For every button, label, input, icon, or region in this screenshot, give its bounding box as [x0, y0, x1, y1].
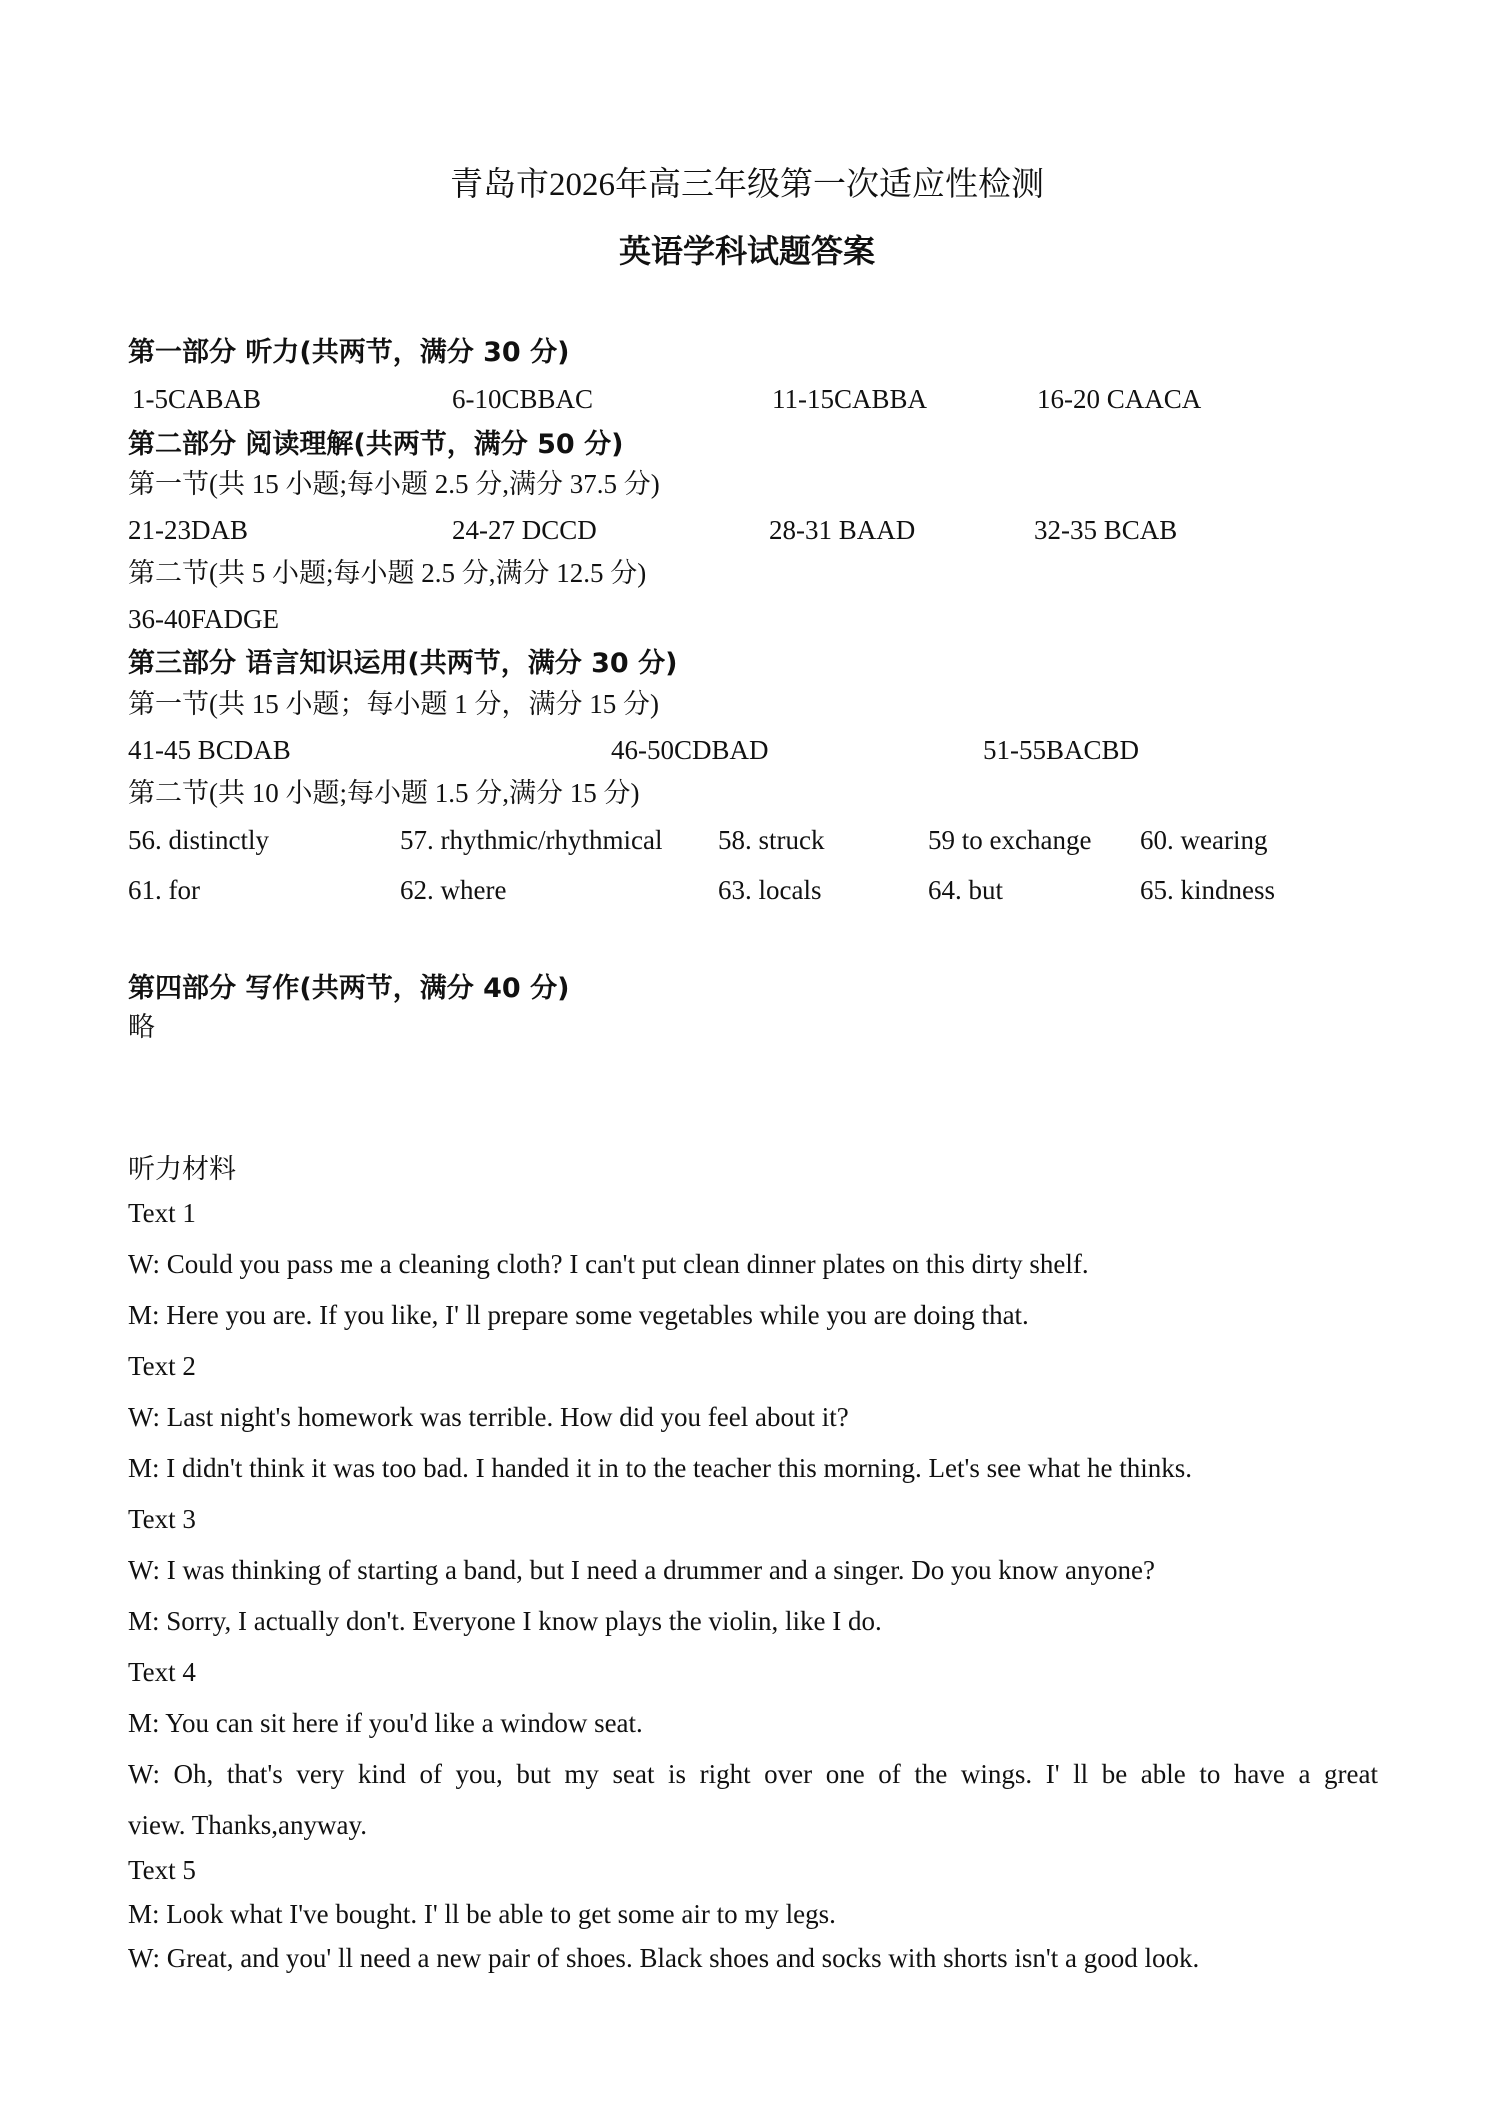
listening-line: M: Sorry, I actually don't. Everyone I know plays the violin, like I do.	[128, 1606, 882, 1636]
part4-heading: 第四部分 写作(共两节，满分 40 分)	[128, 973, 570, 1004]
part1-answer-3: 11-15CABBA	[772, 384, 928, 414]
fill-answer-63: 63. locals	[718, 875, 822, 905]
part1-answer-2: 6-10CBBAC	[452, 384, 594, 414]
part2-section2-label: 第二节(共 5 小题;每小题 2.5 分,满分 12.5 分)	[128, 558, 647, 588]
listening-line: M: I didn't think it was too bad. I handed it in to the teacher this morning. Let's see what he thinks.	[128, 1453, 1193, 1483]
listening-line: M: Look what I've bought. I' ll be able to get some air to my legs.	[128, 1899, 836, 1929]
document-title: 青岛市2026年高三年级第一次适应性检测	[450, 167, 1044, 203]
part3-section1-label: 第一节(共 15 小题；每小题 1 分，满分 15 分)	[128, 689, 659, 719]
part2-answer-5: 36-40FADGE	[128, 604, 279, 634]
fill-answer-61: 61. for	[128, 875, 200, 905]
part2-answer-3: 28-31 BAAD	[769, 515, 916, 545]
listening-line: Text 1	[128, 1198, 196, 1228]
listening-line: Text 3	[128, 1504, 196, 1534]
part2-answer-1: 21-23DAB	[128, 515, 248, 545]
part2-answer-4: 32-35 BCAB	[1034, 515, 1178, 545]
listening-line: Text 2	[128, 1351, 196, 1381]
fill-answer-58: 58. struck	[718, 825, 825, 855]
listening-line: M: Here you are. If you like, I' ll prepare some vegetables while you are doing that.	[128, 1300, 1029, 1330]
part1-answer-1: 1-5CABAB	[132, 384, 262, 414]
fill-answer-56: 56. distinctly	[128, 825, 269, 855]
fill-answer-60: 60. wearing	[1140, 825, 1268, 855]
fill-answer-57: 57. rhythmic/rhythmical	[400, 825, 663, 855]
part2-section1-label: 第一节(共 15 小题;每小题 2.5 分,满分 37.5 分)	[128, 469, 660, 499]
part4-content: 略	[128, 1012, 155, 1042]
part3-answer-2: 46-50CDBAD	[611, 735, 769, 765]
fill-answer-62: 62. where	[400, 875, 507, 905]
part3-answer-1: 41-45 BCDAB	[128, 735, 291, 765]
listening-line: W: I was thinking of starting a band, but I need a drummer and a singer. Do you know anyone?	[128, 1555, 1155, 1585]
part1-heading: 第一部分 听力(共两节，满分 30 分)	[128, 337, 570, 368]
part3-heading: 第三部分 语言知识运用(共两节，满分 30 分)	[128, 648, 678, 679]
listening-line: W: Could you pass me a cleaning cloth? I can't put clean dinner plates on this dirty shelf.	[128, 1249, 1089, 1279]
fill-answer-59: 59 to exchange	[928, 825, 1092, 855]
listening-line: Text 5	[128, 1855, 196, 1885]
fill-answer-64: 64. but	[928, 875, 1004, 905]
part2-answer-2: 24-27 DCCD	[452, 515, 597, 545]
part3-section2-label: 第二节(共 10 小题;每小题 1.5 分,满分 15 分)	[128, 778, 640, 808]
listening-line: W: Last night's homework was terrible. How did you feel about it?	[128, 1402, 849, 1432]
listening-line: M: You can sit here if you'd like a window seat.	[128, 1708, 643, 1738]
listening-line: W: Great, and you' ll need a new pair of shoes. Black shoes and socks with shorts isn't a good look.	[128, 1943, 1200, 1973]
listening-line: view. Thanks,anyway.	[128, 1810, 367, 1840]
part1-answer-4: 16-20 CAACA	[1037, 384, 1202, 414]
listening-line: W: Oh, that's very kind of you, but my seat is right over one of the wings. I' ll be able to have a great	[128, 1759, 1378, 1789]
part3-answer-3: 51-55BACBD	[983, 735, 1140, 765]
listening-line: Text 4	[128, 1657, 196, 1687]
fill-answer-65: 65. kindness	[1140, 875, 1275, 905]
document-subtitle: 英语学科试题答案	[618, 232, 875, 270]
part2-heading: 第二部分 阅读理解(共两节，满分 50 分)	[128, 429, 624, 460]
listening-heading: 听力材料	[128, 1154, 236, 1184]
